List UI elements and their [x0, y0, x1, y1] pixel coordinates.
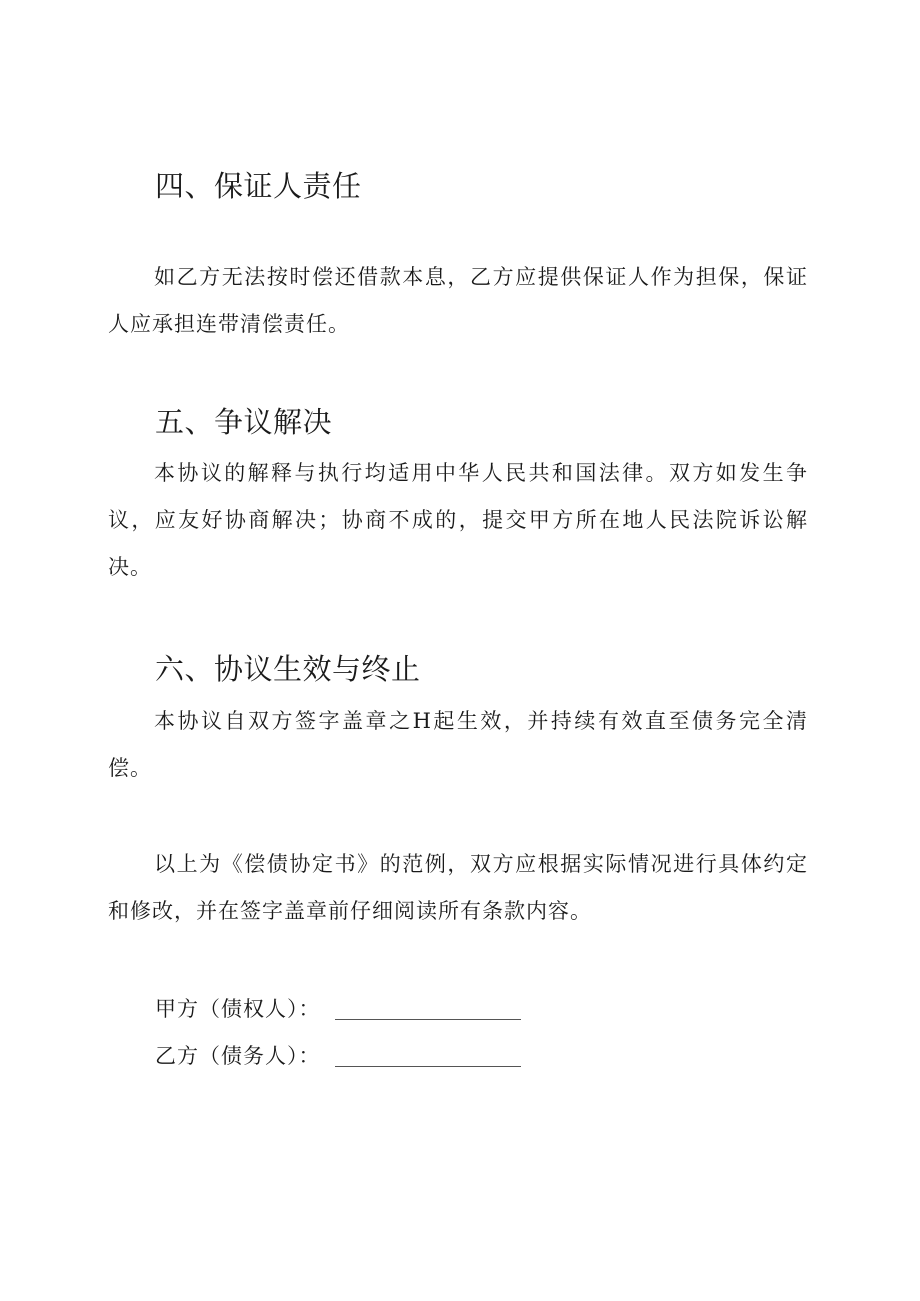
signature-blank-creditor[interactable] [335, 1001, 521, 1020]
signature-line-debtor [155, 1046, 521, 1067]
signature-line-creditor [155, 999, 521, 1020]
closing-paragraph: 以上为《偿债协定书》的范例，双方应根据实际情况进行具体约定和修改，并在签字盖章前仔细阅读所有条款内容。 [108, 852, 808, 923]
section-paragraph-guarantor: 如乙方无法按时偿还借款本息，乙方应提供保证人作为担保，保证人应承担连带清偿责任。 [108, 265, 808, 336]
signature-label-creditor: 甲方（债权人）： [155, 997, 321, 1021]
section-heading-guarantor: 四、保证人责任 [155, 169, 362, 203]
section-paragraph-effect: 本协议自双方签字盖章之H起生效，并持续有效直至债务完全清偿。 [108, 709, 808, 780]
signature-blank-debtor[interactable] [335, 1048, 521, 1067]
section-paragraph-dispute: 本协议的解释与执行均适用中华人民共和国法律。双方如发生争议，应友好协商解决；协商不成的，提交甲方所在地人民法院诉讼解决。 [108, 461, 808, 579]
signature-label-debtor: 乙方（债务人）： [155, 1044, 321, 1068]
section-heading-dispute: 五、争议解决 [155, 405, 333, 439]
section-heading-effect: 六、协议生效与终止 [155, 652, 421, 686]
